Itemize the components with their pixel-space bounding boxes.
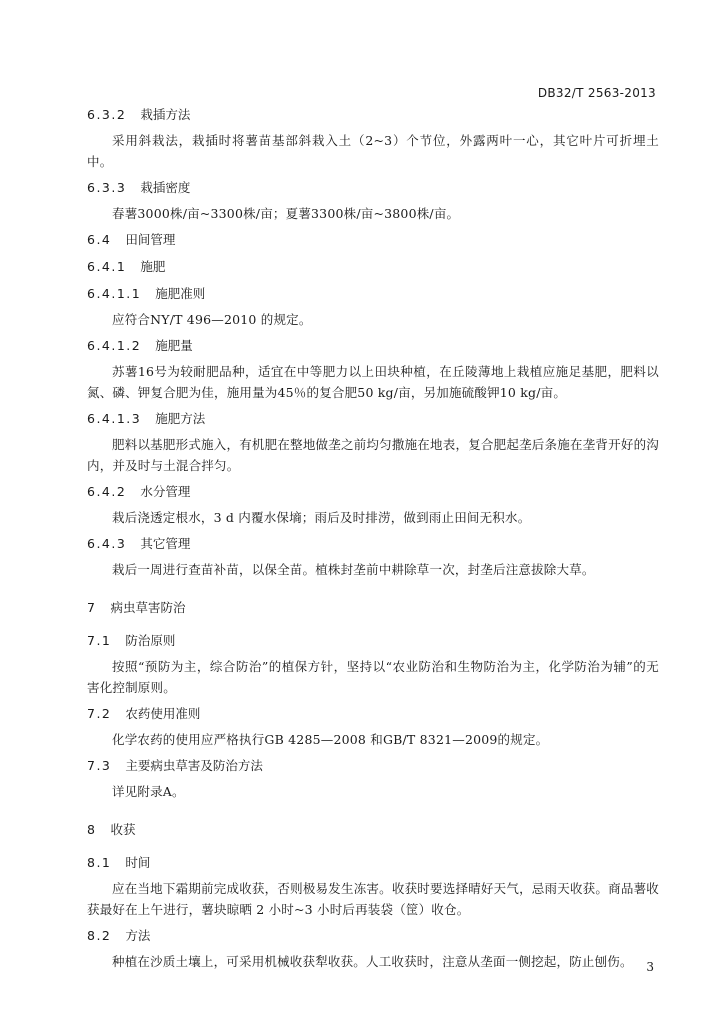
heading-7-1 [87,632,659,650]
heading-number: 6.4.1.3 [87,411,142,426]
heading-number: 6.4.1 [87,259,127,274]
paragraph-6-3-3: 春薯3000株/亩~3300株/亩；夏薯3300株/亩~3800株/亩。 [112,206,460,221]
heading-title: 水分管理 [140,484,191,499]
heading-8-2 [87,927,659,945]
heading-6-4-2 [87,483,659,501]
heading-title: 病虫草害防治 [110,600,186,615]
paragraph-6-4-3: 栽后一周进行查苗补苗，以保全苗。植株封垄前中耕除草一次，封垄后注意拔除大草。 [112,562,595,577]
heading-6-3-2 [87,106,659,124]
heading-7 [87,599,659,617]
heading-title: 施肥 [140,259,166,274]
heading-title: 施肥方法 [155,411,206,426]
heading-title: 主要病虫草害及防治方法 [125,758,263,773]
heading-number: 8.2 [87,928,112,943]
paragraph-8-2: 种植在沙质土壤上，可采用机械收获犁收获。人工收获时，注意从垄面一侧挖起，防止刨伤。 [112,954,633,969]
standard-code: DB32/T 2563-2013 [537,86,656,100]
heading-number: 8.1 [87,855,112,870]
heading-number: 7.1 [87,633,112,648]
heading-number: 6.4.2 [87,484,127,499]
heading-7-3 [87,757,659,775]
heading-8 [87,821,659,839]
document-body [87,106,659,972]
paragraph-6-4-1-3: 肥料以基肥形式施入，有机肥在整地做垄之前均匀撒施在地表，复合肥起垄后条施在垄背开好的沟内，并及时与土混合拌匀。 [87,437,659,473]
heading-number: 6.3.3 [87,180,127,195]
paragraph-7-3: 详见附录A。 [112,784,185,799]
heading-title: 田间管理 [125,232,176,247]
heading-number: 7.3 [87,758,112,773]
heading-6-4-1-2 [87,337,659,355]
paragraph-6-4-1-1: 应符合NY/T 496—2010 的规定。 [112,312,312,327]
paragraph-6-4-1-2: 苏薯16号为较耐肥品种，适宜在中等肥力以上田块种植，在丘陵薄地上栽植应施足基肥，肥料以氮、磷、钾复合肥为佳，施用量为45％的复合肥50 kg/亩，另加施硫酸钾10 kg/亩。 [87,364,659,400]
heading-8-1 [87,854,659,872]
heading-title: 施肥量 [155,338,193,353]
paragraph-7-2: 化学农药的使用应严格执行GB 4285—2008 和GB/T 8321—2009的规定。 [112,732,549,747]
heading-number: 6.4.3 [87,536,127,551]
heading-7-2 [87,705,659,723]
heading-number: 7.2 [87,706,112,721]
heading-title: 方法 [125,928,151,943]
heading-title: 收获 [110,822,136,837]
heading-number: 6.4.1.1 [87,286,142,301]
heading-number: 6.3.2 [87,107,127,122]
heading-title: 防治原则 [125,633,176,648]
heading-6-4-1-1 [87,285,659,303]
heading-title: 时间 [125,855,151,870]
heading-title: 栽插密度 [140,180,191,195]
heading-6-4-1-3 [87,410,659,428]
page-number: 3 [646,960,654,974]
paragraph-8-1: 应在当地下霜期前完成收获，否则极易发生冻害。收获时要选择晴好天气，忌雨天收获。商品薯收获最好在上午进行，薯块晾晒 2 小时~3 小时后再装袋（筐）收仓。 [87,881,659,917]
heading-number: 8 [87,822,97,837]
paragraph-6-3-2: 采用斜栽法，栽插时将薯苗基部斜栽入土（2~3）个节位，外露两叶一心，其它叶片可折埋土中。 [87,133,659,169]
paragraph-7-1: 按照“预防为主，综合防治”的植保方针，坚持以“农业防治和生物防治为主，化学防治为辅”的无害化控制原则。 [87,659,659,695]
heading-number: 6.4.1.2 [87,338,142,353]
heading-title: 农药使用准则 [125,706,201,721]
heading-6-3-3 [87,179,659,197]
heading-6-4 [87,231,659,249]
heading-number: 7 [87,600,97,615]
heading-title: 栽插方法 [140,107,191,122]
heading-number: 6.4 [87,232,112,247]
heading-6-4-3 [87,535,659,553]
heading-6-4-1 [87,258,659,276]
paragraph-6-4-2: 栽后浇透定根水，3 d 内覆水保墒；雨后及时排涝，做到雨止田间无积水。 [112,510,531,525]
heading-title: 施肥准则 [155,286,206,301]
heading-title: 其它管理 [140,536,191,551]
